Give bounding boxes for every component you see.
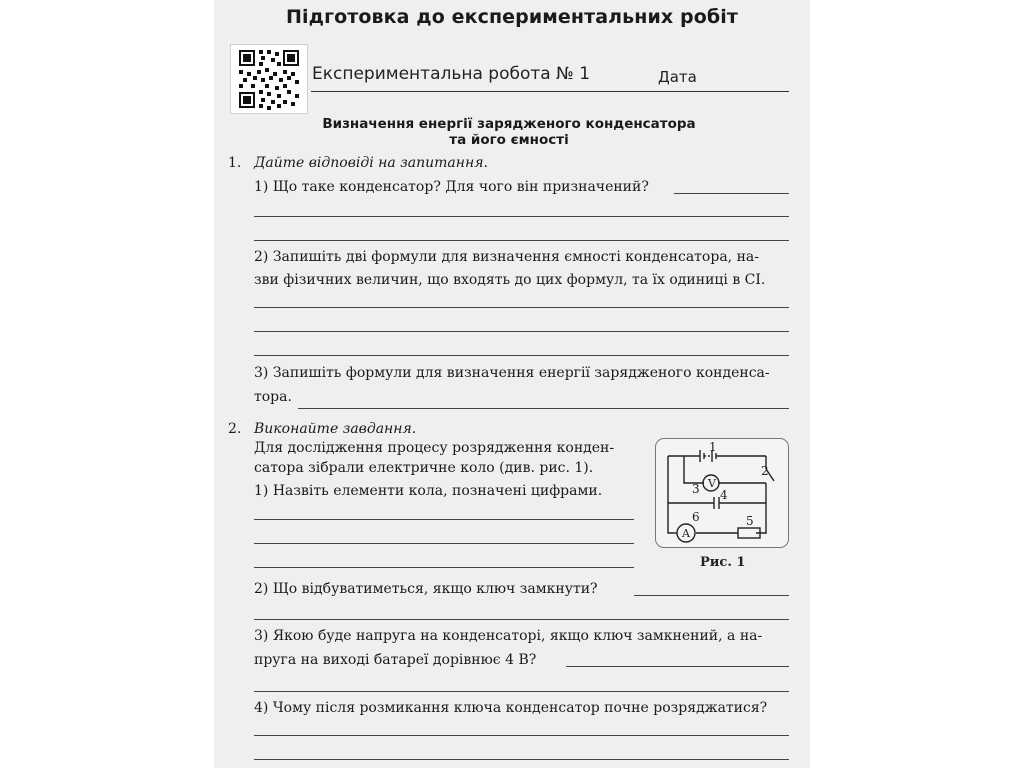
task-1-number: 1. [228, 155, 242, 171]
date-label: Дата [658, 68, 697, 86]
wire [668, 456, 674, 533]
task-2-question-3-line-2: пруга на виході батареї дорівнює 4 В? [254, 652, 537, 668]
answer-line[interactable] [254, 735, 789, 736]
label-6: 6 [692, 510, 700, 524]
task-1-question-3-line-1: 3) Запишіть формули для визначення енергії зарядженого конденса- [254, 365, 770, 381]
answer-line[interactable] [254, 240, 789, 241]
task-2-number: 2. [228, 421, 242, 437]
answer-line[interactable] [254, 691, 789, 692]
circuit-diagram [655, 438, 789, 548]
task-2-question-4: 4) Чому після розмикання ключа конденсатор почне розряджатися? [254, 700, 768, 716]
task-1-question-1: 1) Що таке конденсатор? Для чого він призначений? [254, 179, 649, 195]
ammeter-label: A [682, 527, 690, 540]
label-1: 1 [709, 440, 717, 454]
workbook-page [214, 0, 810, 768]
answer-line[interactable] [254, 519, 634, 520]
answer-line[interactable] [254, 543, 634, 544]
subtitle-line-1: Визначення енергії зарядженого конденсатора [322, 116, 696, 132]
task-1-question-2-line-1: 2) Запишіть дві формули для визначення ємності конденсатора, на- [254, 249, 759, 265]
wire [684, 469, 704, 483]
answer-line[interactable] [254, 619, 789, 620]
subtitle-line-2: та його ємності [449, 132, 569, 148]
task-2-question-3-line-1: 3) Якою буде напруга на конденсаторі, якщо ключ замкнений, а на- [254, 628, 763, 644]
work-title: Експериментальна робота № 1 [312, 64, 591, 84]
answer-line[interactable] [566, 666, 789, 667]
label-3: 3 [692, 482, 700, 496]
label-4: 4 [720, 488, 728, 502]
task-1-instruction: Дайте відповіді на запитання. [254, 155, 488, 171]
answer-line[interactable] [254, 307, 789, 308]
task-1-question-2-line-2: зви фізичних величин, що входять до цих формул, та їх одиниці в СІ. [254, 272, 766, 288]
figure-caption: Рис. 1 [700, 555, 746, 570]
answer-line[interactable] [634, 595, 789, 596]
qr-code-icon [230, 44, 308, 114]
circuit-schematic [656, 439, 788, 547]
label-5: 5 [746, 514, 754, 528]
work-subtitle [294, 116, 724, 148]
task-2-intro-line-2: сатора зібрали електричне коло (див. рис. 1). [254, 460, 594, 476]
answer-line[interactable] [254, 759, 789, 760]
task-2-question-1: 1) Назвіть елементи кола, позначені цифрами. [254, 483, 603, 499]
task-2-question-2: 2) Що відбуватиметься, якщо ключ замкнути? [254, 581, 598, 597]
answer-line[interactable] [298, 408, 789, 409]
answer-line[interactable] [254, 567, 634, 568]
task-2-instruction: Виконайте завдання. [254, 421, 417, 437]
answer-line[interactable] [254, 331, 789, 332]
page-title: Підготовка до експериментальних робіт [286, 6, 738, 28]
answer-line[interactable] [254, 216, 789, 217]
task-2-intro-line-1: Для дослідження процесу розрядження конден- [254, 440, 615, 456]
header-rule [311, 91, 789, 92]
wire [756, 483, 766, 533]
task-1-question-3-line-2: тора. [254, 389, 292, 405]
answer-line[interactable] [674, 193, 789, 194]
voltmeter-label: V [708, 477, 716, 490]
answer-line[interactable] [254, 355, 789, 356]
label-2: 2 [761, 464, 769, 478]
